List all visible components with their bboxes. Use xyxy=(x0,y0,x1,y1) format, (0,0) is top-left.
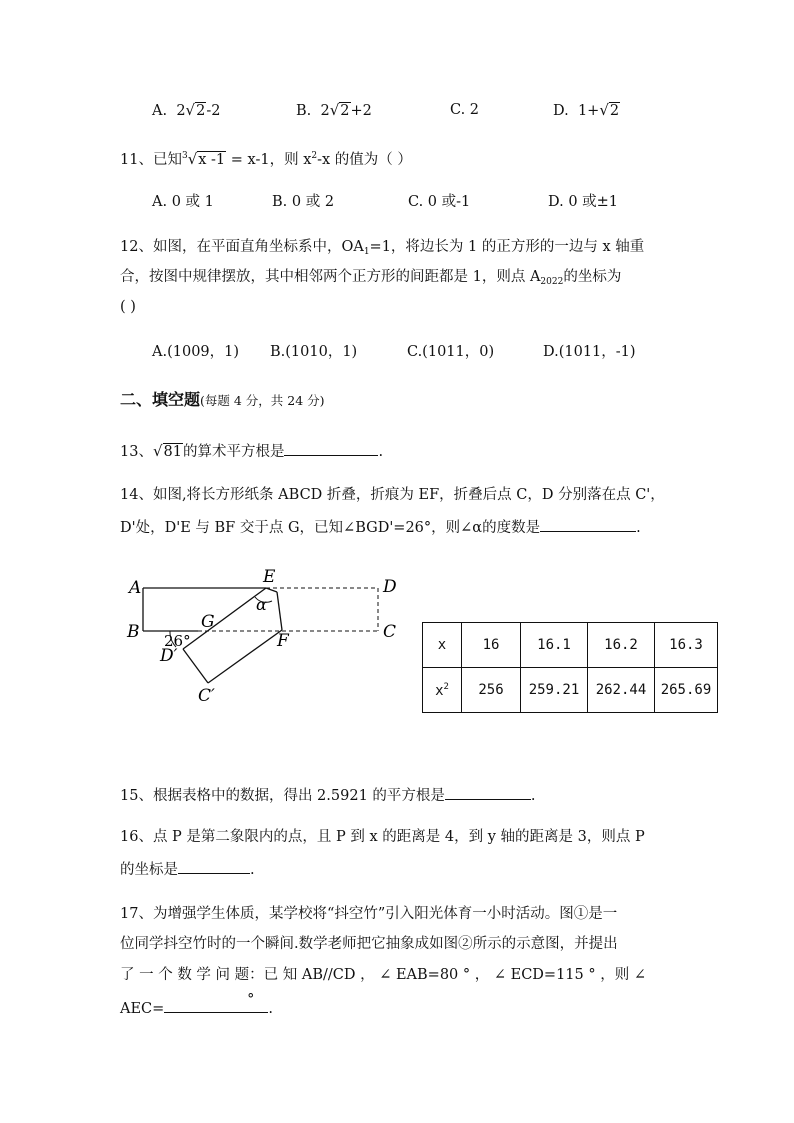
q11-stem: 11、已知$^3$√x -1 = x-1，则 $x^2-x$ 的值为（ ） xyxy=(120,146,412,170)
table-row xyxy=(423,623,718,668)
q17-stem-line3: 了 一 个 数 学 问 题：已 知 AB//CD ， ∠ EAB=80 ° ， ∠ ECD=115 ° ，则 ∠ xyxy=(120,967,646,983)
table-cell: x xyxy=(423,623,462,668)
edge-d1c1 xyxy=(183,649,208,683)
answer-blank: ° xyxy=(164,996,268,1013)
edge-e-f-side xyxy=(277,592,282,630)
q16-stem-line2: 的坐标是 . xyxy=(120,857,255,880)
table-cell: 16.1 xyxy=(521,623,588,668)
q13-stem: 13、√81的算术平方根是 . xyxy=(120,439,383,462)
q10-option-c: C. 2 xyxy=(450,102,480,118)
label-b: B xyxy=(127,622,140,642)
q12-stem-line3: ( ) xyxy=(120,299,136,315)
q14-stem-line1: 14、如图,将长方形纸条 ABCD 折叠，折痕为 EF，折叠后点 C，D 分别落在点 C'， xyxy=(120,487,665,503)
q12-option-a: A.(1009，1) xyxy=(152,344,240,360)
q11-option-b: B. 0 或 2 xyxy=(272,194,335,210)
label-d: D xyxy=(383,577,397,597)
q11-option-a: A. 0 或 1 xyxy=(152,194,214,210)
q11-option-d: D. 0 或±1 xyxy=(548,194,619,210)
table-cell: 256 xyxy=(462,668,521,713)
table-cell: 262.44 xyxy=(588,668,655,713)
label-c-prime: C′ xyxy=(198,686,215,706)
label-a: A xyxy=(129,578,142,598)
q17-stem-line1: 17、为增强学生体质，某学校将“抖空竹”引入阳光体育一小时活动。图①是一 xyxy=(120,906,618,922)
q16-stem-line1: 16、点 P 是第二象限内的点，且 P 到 x 的距离是 4，到 y 轴的距离是 3，则点 P xyxy=(120,829,645,845)
label-g: G xyxy=(201,612,215,632)
edge-fc1 xyxy=(208,630,282,683)
q10-option-b: B. 2√2+2 xyxy=(296,101,372,119)
section-heading: 二、填空题(每题 4 分，共 24 分) xyxy=(120,390,325,409)
q12-option-d: D.(1011，-1) xyxy=(543,344,636,360)
label-f: F xyxy=(277,631,289,651)
q14-stem-line2: D'处，D'E 与 BF 交于点 G，已知∠BGD'=26°，则∠α的度数是 . xyxy=(120,515,641,538)
cube-root-symbol: $^3$√x -1 xyxy=(181,150,226,168)
answer-blank xyxy=(445,783,531,800)
label-angle-26: 26° xyxy=(164,632,191,650)
square-table xyxy=(422,622,718,713)
label-c: C xyxy=(383,622,397,642)
table-cell: 16 xyxy=(462,623,521,668)
table-cell: 265.69 xyxy=(655,668,718,713)
table-cell: 16.2 xyxy=(588,623,655,668)
label-alpha: α xyxy=(256,595,267,614)
q11-option-c: C. 0 或-1 xyxy=(408,194,471,210)
q12-stem-line2: 合，按图中规律摆放，其中相邻两个正方形的间距都是 1，则点 $A_{2022}$的坐标为 xyxy=(120,269,622,287)
q12-option-b: B.(1010，1) xyxy=(270,344,358,360)
q15-stem: 15、根据表格中的数据，得出 2.5921 的平方根是 . xyxy=(120,783,536,806)
edge-ed1 xyxy=(183,588,266,649)
edge-ef xyxy=(266,588,277,592)
sqrt-symbol: √81 xyxy=(152,442,182,460)
answer-blank xyxy=(178,857,250,874)
label-d-prime: D′ xyxy=(160,646,178,666)
q10-option-a: A. 2√2-2 xyxy=(152,101,221,119)
table-cell: 16.3 xyxy=(655,623,718,668)
q17-stem-line4: AEC= ° . xyxy=(120,992,273,1017)
sqrt-symbol: √2 xyxy=(599,101,620,119)
table-row xyxy=(423,668,718,713)
label-e: E xyxy=(263,567,276,587)
table-cell: $x^2$ xyxy=(423,668,462,713)
sqrt-symbol: √2 xyxy=(329,101,350,119)
table-cell: 259.21 xyxy=(521,668,588,713)
q10-option-d: D. 1+√2 xyxy=(553,101,620,119)
q12-option-c: C.(1011，0) xyxy=(407,344,495,360)
sqrt-symbol: √2 xyxy=(185,101,206,119)
q17-stem-line2: 位同学抖空竹时的一个瞬间.数学老师把它抽象成如图②所示的示意图，并提出 xyxy=(120,936,618,952)
q12-stem-line1: 12、如图，在平面直角坐标系中，$OA_1=1$，将边长为 1 的正方形的一边与 x 轴重 xyxy=(120,239,645,257)
